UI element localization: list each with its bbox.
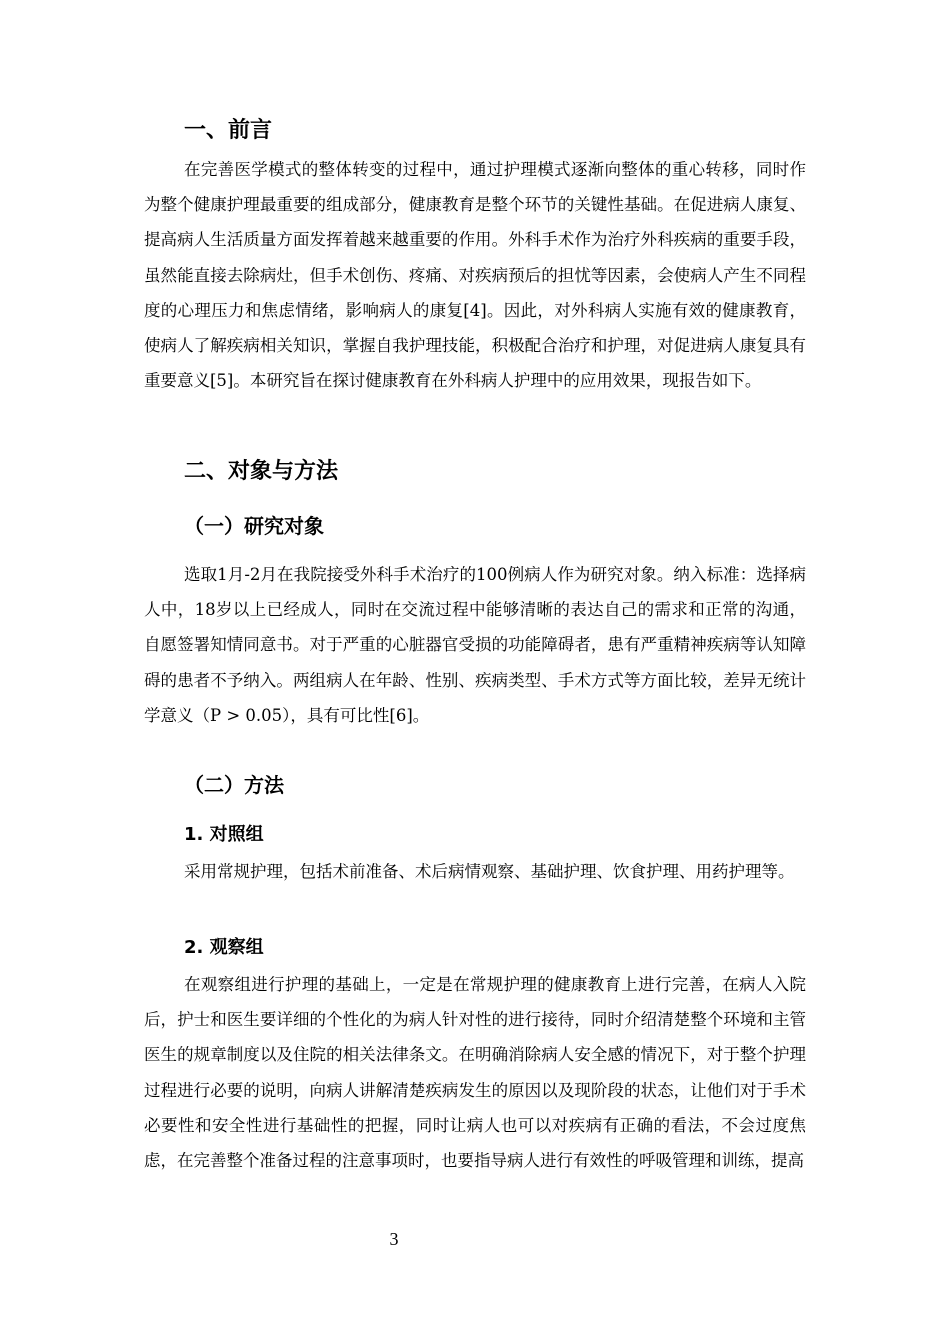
subsection-heading-method: （二）方法 [184,773,284,797]
page-number: 3 [389,1229,399,1249]
item-heading-observation-group: 2. 观察组 [184,937,264,958]
section-heading-intro: 一、前言 [184,118,273,143]
document-page [144,0,806,1344]
control-group-paragraph: 采用常规护理，包括术前准备、术后病情观察、基础护理、饮食护理、用药护理等。 [184,862,795,881]
subjects-paragraph: 选取1月-2月在我院接受外科手术治疗的100例病人作为研究对象。纳入标准：选择病人中，18岁以上已经成人，同时在交流过程中能够清晰的表达自己的需求和正常的沟通，自愿签署知情同意书。对于严重的心脏器官受损的功能障碍者，患有严重精神疾病等认知障碍的患者不予纳入。两组病人在年龄、性别、疾病类型、手术方式等方面比较，差异无统计学意义（P > 0.05），具有可比性[6]。 [144,565,806,725]
observation-group-paragraph: 在观察组进行护理的基础上，一定是在常规护理的健康教育上进行完善，在病人入院后，护士和医生要详细的个性化的为病人针对性的进行接待，同时介绍清楚整个环境和主管医生的规章制度以及住院的相关法律条文。在明确消除病人安全感的情况下，对于整个护理过程进行必要的说明，向病人讲解清楚疾病发生的原因以及现阶段的状态，让他们对于手术必要性和安全性进行基础性的把握，同时让病人也可以对疾病有正确的看法，不会过度焦虑，在完善整个准备过程的注意事项时，也要指导病人进行有效性的呼吸管理和训练，提高 [144,975,806,1171]
item-heading-control-group: 1. 对照组 [184,824,264,845]
subsection-heading-subjects: （一）研究对象 [184,514,324,538]
intro-paragraph: 在完善医学模式的整体转变的过程中，通过护理模式逐渐向整体的重心转移，同时作为整个健康护理最重要的组成部分，健康教育是整个环节的关键性基础。在促进病人康复、提高病人生活质量方面发挥着越来越重要的作用。外科手术作为治疗外科疾病的重要手段，虽然能直接去除病灶，但手术创伤、疼痛、对疾病预后的担忧等因素，会使病人产生不同程度的心理压力和焦虑情绪，影响病人的康复[4]。因此，对外科病人实施有效的健康教育，使病人了解疾病相关知识，掌握自我护理技能，积极配合治疗和护理，对促进病人康复具有重要意义[5]。本研究旨在探讨健康教育在外科病人护理中的应用效果，现报告如下。 [144,160,806,391]
section-heading-methods: 二、对象与方法 [184,459,339,484]
